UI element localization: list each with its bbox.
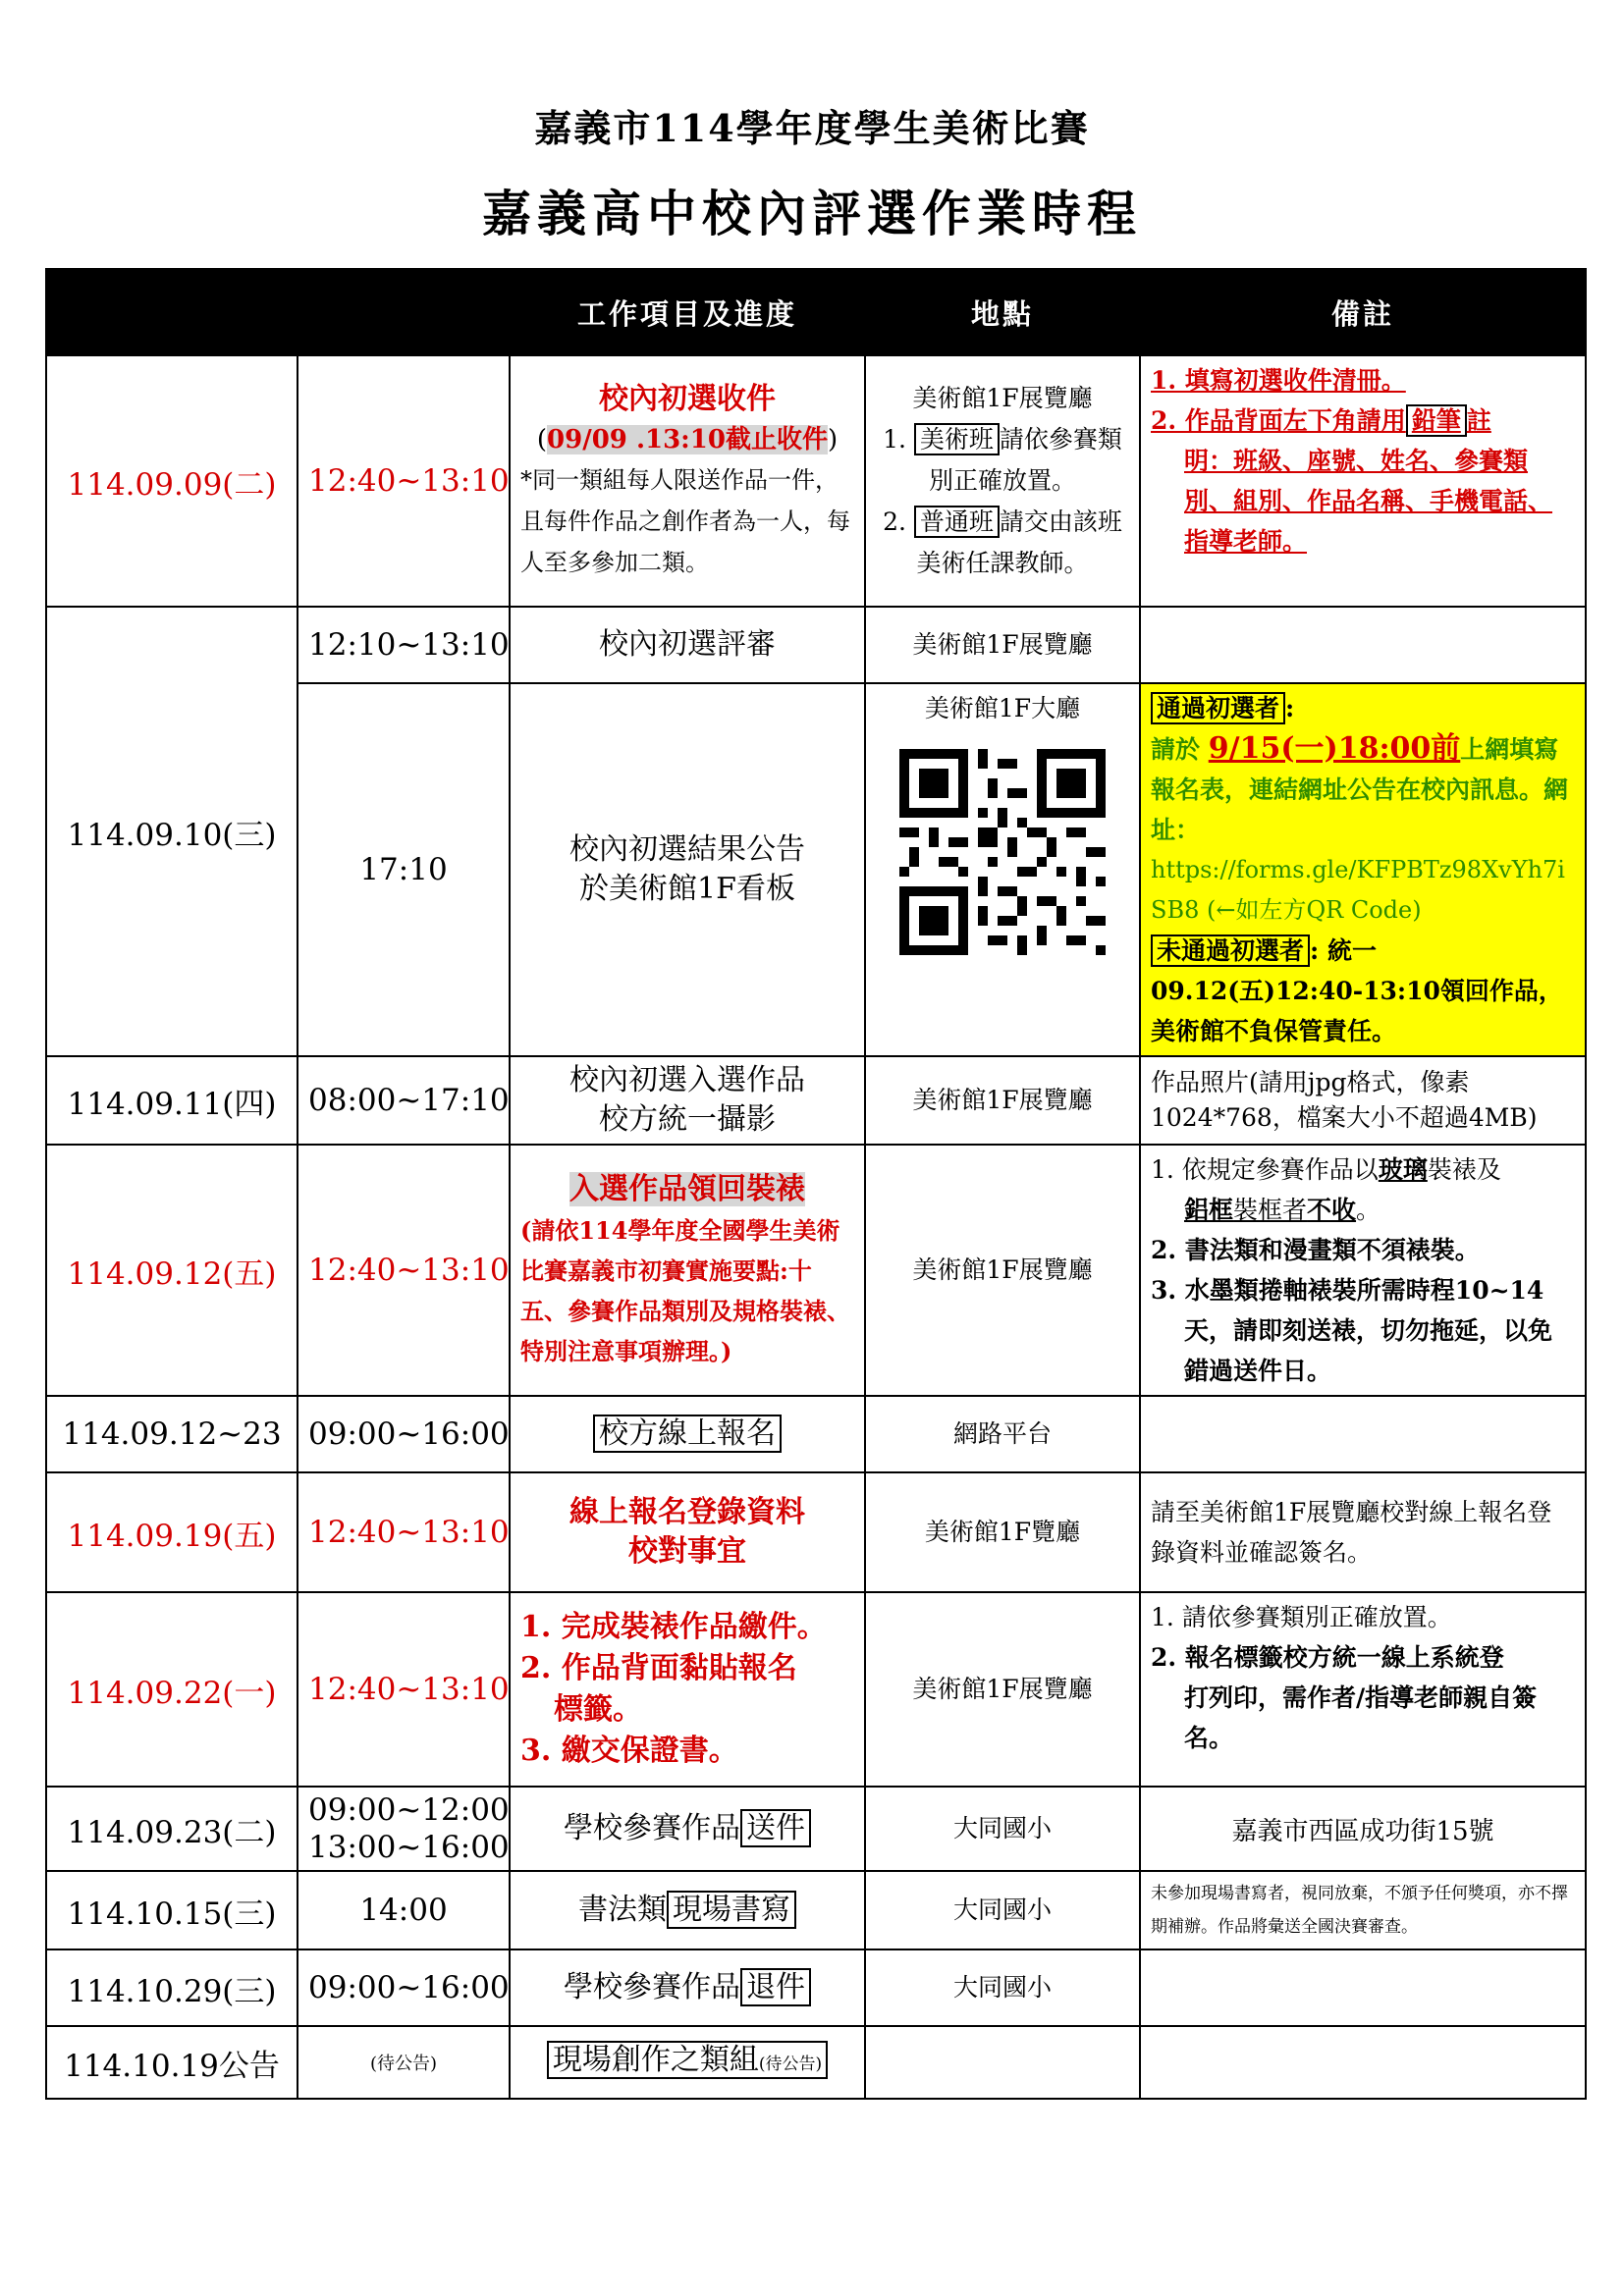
table-row (46, 1472, 1586, 1592)
row-note: 未參加現場書寫者，視同放棄，不頒予任何獎項，亦不擇期補辦。作品將彙送全國決賽審查。 (1140, 1871, 1586, 1949)
row-task: 入選作品領回裝裱 (請依114學年度全國學生美術比賽嘉義市初賽實施要點:十五、參賽作品類別及規格裝裱、特別注意事項辦理。) (510, 1145, 865, 1396)
row-time: 12:40~13:10 (298, 355, 510, 607)
fail-label: 未通過初選者 (1151, 934, 1310, 967)
row-note (1140, 607, 1586, 683)
row-location: 美術館1F展覽廳 (865, 1056, 1140, 1145)
row-note: 1. 請依參賽類別正確放置。 2. 報名標籤校方統一線上系統登 打列印，需作者/指導老師親自簽名。 (1140, 1592, 1586, 1787)
row-date: 114.09.22(一) (46, 1592, 298, 1787)
row-location: 大同國小 (865, 1871, 1140, 1949)
row-time: 09:00~16:00 (298, 1396, 510, 1472)
row-note: 1. 依規定參賽作品以玻璃裝裱及 鋁框裝框者不收。 2. 書法類和漫畫類不須裱裝。 3. 水墨類捲軸裱裝所需時程10~14 天，請即刻送裱，切勿拖延，以免錯過送件日。 (1140, 1145, 1586, 1396)
table-row (46, 1592, 1586, 1787)
document-title: 嘉義市114學年度學生美術比賽 (534, 106, 1090, 150)
row-note (1140, 1949, 1586, 2026)
row-location: 大同國小 (865, 1949, 1140, 2026)
qr-code-icon[interactable] (899, 749, 1106, 955)
header-task: 工作項目及進度 (510, 269, 865, 355)
row-date: 114.10.29(三) (46, 1949, 298, 2026)
row-note: 通過初選者 : 請於 9/15(一)18:00前上網填寫報名表，連結網址公告在校內訊息。網址： https://forms.gle/KFPBTz98XvYh7iSB8 (←如左方QR Code) 未通過初選者 : 統一09.12(五)12:40-13:10領回作品，美術館不負保管責任。 (1140, 683, 1586, 1056)
task-rule: *同一類組每人限送作品一件，且每件作品之創作者為一人，每人至多參加二類。 (520, 466, 850, 576)
row-note: 請至美術館1F展覽廳校對線上報名登錄資料並確認簽名。 (1140, 1472, 1586, 1592)
row-date: 114.09.11(四) (46, 1056, 298, 1145)
row-task: 校內初選評審 (510, 607, 865, 683)
header-location: 地點 (865, 269, 1140, 355)
row-location: 美術館1F展覽廳 (865, 1145, 1140, 1396)
table-row (46, 1056, 1586, 1145)
row-time: 17:10 (298, 683, 510, 1056)
row-time: 12:40~13:10 (298, 1592, 510, 1787)
pass-label: 通過初選者 (1151, 692, 1285, 724)
row-task: 書法類 現場書寫 (510, 1871, 865, 1949)
header-note: 備註 (1140, 269, 1586, 355)
table-row (46, 607, 1586, 683)
row-location: 美術館1F覽廳 (865, 1472, 1140, 1592)
row-note (1140, 1396, 1586, 1472)
row-task: 學校參賽作品 送件 (510, 1787, 865, 1871)
location-note-1: 1. 美術班 請依參賽類別正確放置。 (883, 425, 1122, 495)
task-deadline: (09/09 .13:10截止收件) (536, 425, 839, 454)
row-location: 美術館1F展覽廳 (865, 607, 1140, 683)
task-title: 校內初選收件 (599, 382, 776, 416)
row-date: 114.09.10(三) (46, 607, 298, 1056)
table-row (46, 1949, 1586, 2026)
header-date (46, 269, 298, 355)
row-note: 作品照片(請用jpg格式，像素1024*768，檔案大小不超過4MB) (1140, 1056, 1586, 1145)
row-date: 114.10.19公告 (46, 2026, 298, 2099)
document-subtitle: 嘉義高中校內評選作業時程 (482, 185, 1142, 242)
table-row (46, 1145, 1586, 1396)
row-task: 1. 完成裝裱作品繳件。 2. 作品背面黏貼報名 標籤。 3. 繳交保證書。 (510, 1592, 865, 1787)
row-time: 14:00 (298, 1871, 510, 1949)
row-location: 美術館1F大廳 (865, 683, 1140, 1056)
row-date: 114.09.12(五) (46, 1145, 298, 1396)
table-row (46, 1871, 1586, 1949)
row-task: 學校參賽作品 退件 (510, 1949, 865, 2026)
header-time (298, 269, 510, 355)
row-time: 09:00~12:00 13:00~16:00 (298, 1787, 510, 1871)
row-date: 114.09.19(五) (46, 1472, 298, 1592)
row-date: 114.09.12~23 (46, 1396, 298, 1472)
row-time: 12:10~13:10 (298, 607, 510, 683)
row-task: 校方線上報名 (510, 1396, 865, 1472)
row-time: 08:00~17:10 (298, 1056, 510, 1145)
row-task: 校內初選入選作品 校方統一攝影 (510, 1056, 865, 1145)
row-location (865, 2026, 1140, 2099)
row-note: 嘉義市西區成功街15號 (1140, 1787, 1586, 1871)
location-name: 美術館1F展覽廳 (912, 384, 1093, 412)
row-task: 現場創作之類組(待公告) (510, 2026, 865, 2099)
row-date: 114.09.09(二) (46, 355, 298, 607)
form-url-link[interactable]: https://forms.gle/KFPBTz98XvYh7iSB8 (←如左方QR Code) (1151, 856, 1565, 924)
row-time: 09:00~16:00 (298, 1949, 510, 2026)
row-location: 美術館1F展覽廳 (865, 1592, 1140, 1787)
location-note-2: 2. 普通班 請交由該班美術任課教師。 (883, 507, 1122, 577)
row-task: 線上報名登錄資料 校對事宜 (510, 1472, 865, 1592)
row-note: 1. 填寫初選收件清冊。 2. 作品背面左下角請用 鉛筆 註 明：班級、座號、姓名、參賽類別、組別、作品名稱、手機電話、指導老師。 (1140, 355, 1586, 607)
row-location (865, 355, 1140, 607)
table-header-row (46, 269, 1586, 355)
table-row (46, 1787, 1586, 1871)
row-time: 12:40~13:10 (298, 1472, 510, 1592)
row-location: 大同國小 (865, 1787, 1140, 1871)
row-time: 12:40~13:10 (298, 1145, 510, 1396)
row-task: 校內初選結果公告 於美術館1F看板 (510, 683, 865, 1056)
row-task (510, 355, 865, 607)
row-time: (待公告) (298, 2026, 510, 2099)
table-row (46, 355, 1586, 607)
row-note (1140, 2026, 1586, 2099)
row-location: 網路平台 (865, 1396, 1140, 1472)
schedule-table (45, 268, 1587, 2100)
table-row (46, 1396, 1586, 1472)
row-date: 114.09.23(二) (46, 1787, 298, 1871)
table-row (46, 2026, 1586, 2099)
row-date: 114.10.15(三) (46, 1871, 298, 1949)
